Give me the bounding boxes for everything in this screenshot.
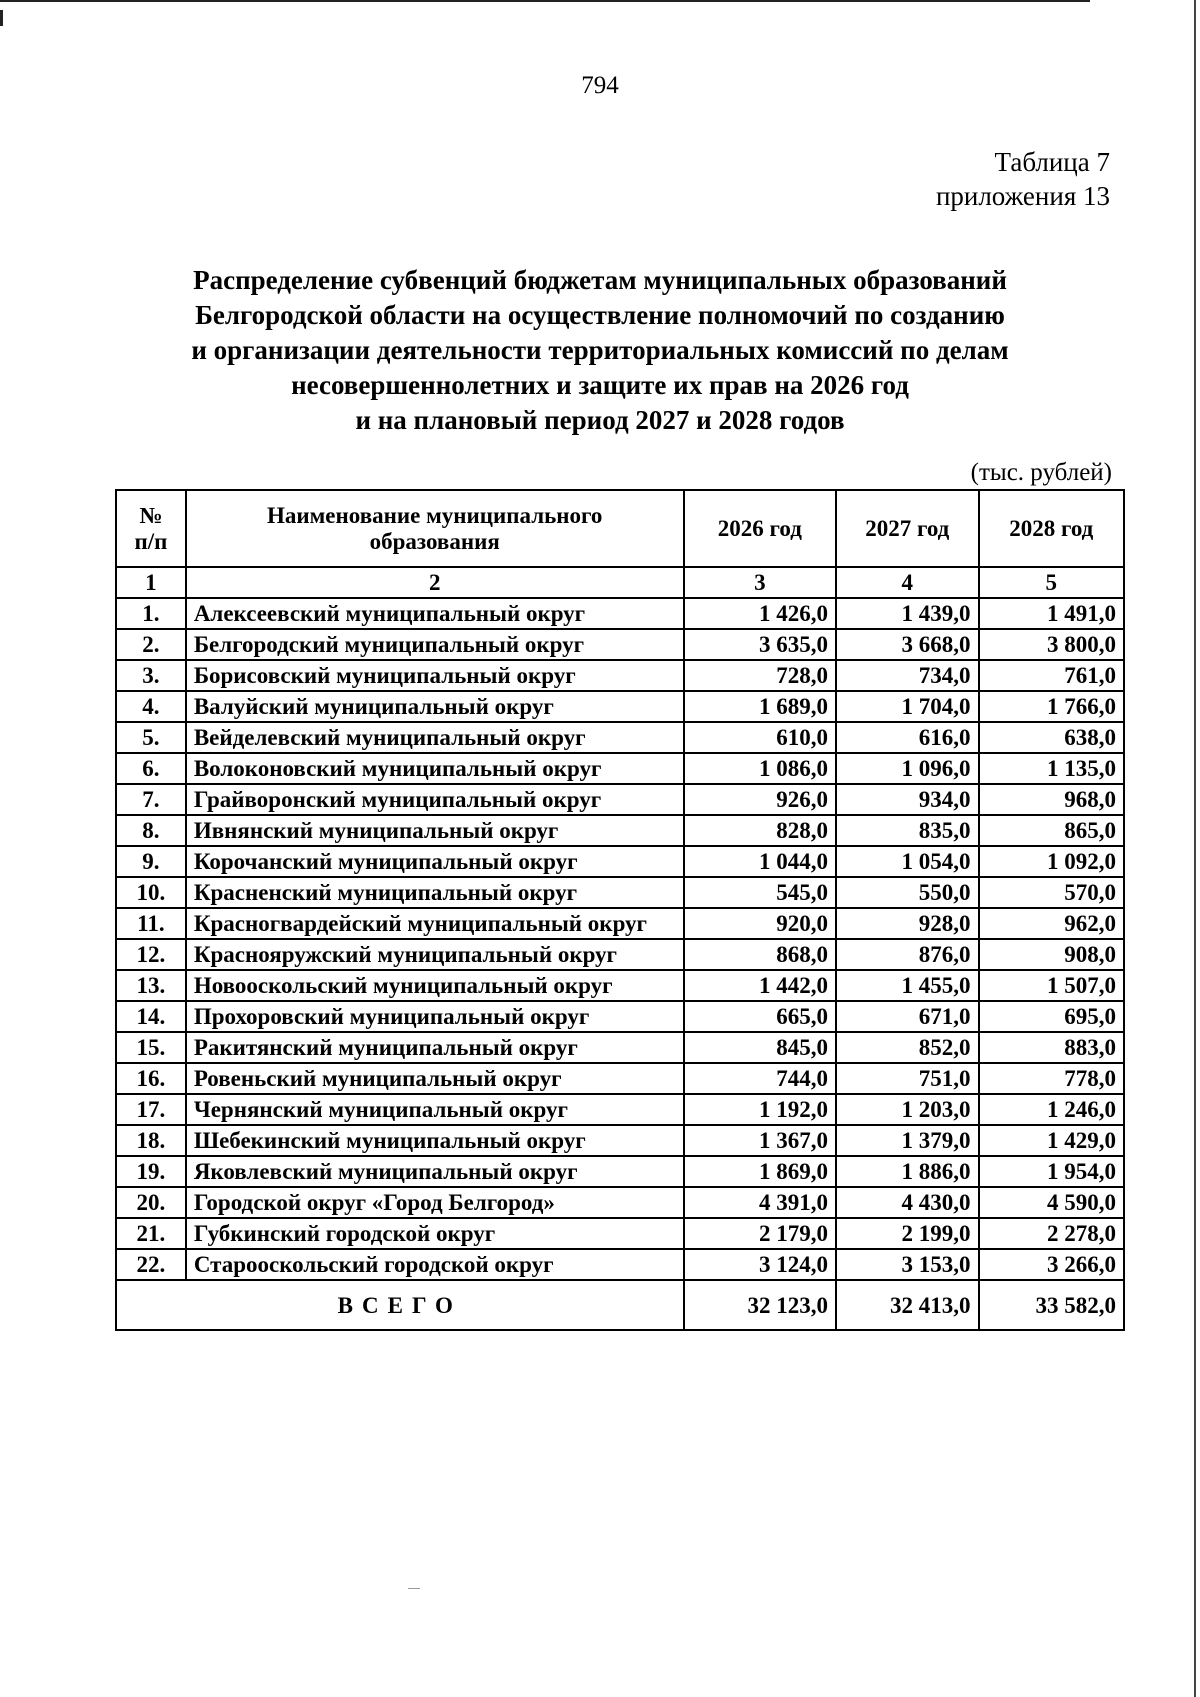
value-2028: 968,0	[979, 784, 1125, 815]
row-number: 17.	[116, 1094, 186, 1125]
column-number: 2	[186, 567, 684, 598]
value-2028: 2 278,0	[979, 1218, 1125, 1249]
value-2027: 1 455,0	[836, 970, 978, 1001]
value-2026: 868,0	[684, 939, 836, 970]
scan-border-top	[0, 0, 1090, 2]
municipality-name: Ивнянский муниципальный округ	[186, 815, 684, 846]
municipality-name: Борисовский муниципальный округ	[186, 660, 684, 691]
table-row	[116, 629, 1124, 660]
table-row	[116, 691, 1124, 722]
row-number: 9.	[116, 846, 186, 877]
value-2026: 610,0	[684, 722, 836, 753]
header-2027: 2027 год	[836, 490, 978, 567]
page-number: 794	[581, 72, 619, 99]
value-2026: 545,0	[684, 877, 836, 908]
value-2028: 1 507,0	[979, 970, 1125, 1001]
value-2026: 3 124,0	[684, 1249, 836, 1280]
table-header-row	[116, 490, 1124, 567]
row-number: 10.	[116, 877, 186, 908]
row-number: 21.	[116, 1218, 186, 1249]
row-number: 13.	[116, 970, 186, 1001]
value-2026: 828,0	[684, 815, 836, 846]
row-number: 19.	[116, 1156, 186, 1187]
value-2026: 920,0	[684, 908, 836, 939]
municipality-name: Краснояружский муниципальный округ	[186, 939, 684, 970]
table-row	[116, 598, 1124, 629]
municipality-name: Алексеевский муниципальный округ	[186, 598, 684, 629]
header-2028: 2028 год	[979, 490, 1125, 567]
value-2026: 1 689,0	[684, 691, 836, 722]
value-2028: 695,0	[979, 1001, 1125, 1032]
municipality-name: Новооскольский муниципальный округ	[186, 970, 684, 1001]
municipality-name: Ракитянский муниципальный округ	[186, 1032, 684, 1063]
row-number: 3.	[116, 660, 186, 691]
row-number: 6.	[116, 753, 186, 784]
value-2028: 1 092,0	[979, 846, 1125, 877]
value-2027: 852,0	[836, 1032, 978, 1063]
value-2028: 1 954,0	[979, 1156, 1125, 1187]
value-2028: 883,0	[979, 1032, 1125, 1063]
value-2027: 1 886,0	[836, 1156, 978, 1187]
value-2027: 751,0	[836, 1063, 978, 1094]
annex-table-number: Таблица 7	[994, 147, 1110, 177]
value-2028: 1 766,0	[979, 691, 1125, 722]
table-row	[116, 1063, 1124, 1094]
row-number: 14.	[116, 1001, 186, 1032]
row-number: 16.	[116, 1063, 186, 1094]
header-number: № п/п	[116, 490, 186, 567]
table-row	[116, 1218, 1124, 1249]
value-2027: 1 704,0	[836, 691, 978, 722]
header-name: Наименование муниципального образования	[186, 490, 684, 567]
value-2028: 4 590,0	[979, 1187, 1125, 1218]
value-2028: 908,0	[979, 939, 1125, 970]
scan-border-left	[0, 10, 3, 26]
value-2028: 570,0	[979, 877, 1125, 908]
title-line: Распределение субвенций бюджетам муниципальных образований	[193, 265, 1007, 295]
value-2028: 962,0	[979, 908, 1125, 939]
row-number: 5.	[116, 722, 186, 753]
total-value-2026: 32 123,0	[684, 1280, 836, 1330]
value-2027: 616,0	[836, 722, 978, 753]
value-2027: 550,0	[836, 877, 978, 908]
value-2026: 1 426,0	[684, 598, 836, 629]
municipality-name: Чернянский муниципальный округ	[186, 1094, 684, 1125]
table-row	[116, 1156, 1124, 1187]
row-number: 1.	[116, 598, 186, 629]
value-2026: 1 044,0	[684, 846, 836, 877]
row-number: 11.	[116, 908, 186, 939]
value-2027: 1 096,0	[836, 753, 978, 784]
value-2027: 835,0	[836, 815, 978, 846]
value-2026: 665,0	[684, 1001, 836, 1032]
total-value-2027: 32 413,0	[836, 1280, 978, 1330]
municipality-name: Вейделевский муниципальный округ	[186, 722, 684, 753]
table-row	[116, 1249, 1124, 1280]
row-number: 7.	[116, 784, 186, 815]
value-2028: 3 266,0	[979, 1249, 1125, 1280]
value-2026: 1 367,0	[684, 1125, 836, 1156]
value-2027: 2 199,0	[836, 1218, 978, 1249]
row-number: 15.	[116, 1032, 186, 1063]
value-2028: 1 429,0	[979, 1125, 1125, 1156]
value-2028: 638,0	[979, 722, 1125, 753]
scan-border-right	[1194, 0, 1196, 1697]
title-line: и на плановый период 2027 и 2028 годов	[355, 405, 845, 435]
value-2026: 728,0	[684, 660, 836, 691]
municipality-name: Прохоровский муниципальный округ	[186, 1001, 684, 1032]
annex-label	[936, 145, 1110, 213]
value-2027: 1 203,0	[836, 1094, 978, 1125]
scan-speck	[408, 1588, 420, 1589]
municipality-name: Корочанский муниципальный округ	[186, 846, 684, 877]
document-title	[150, 263, 1050, 438]
table-row	[116, 753, 1124, 784]
value-2028: 1 246,0	[979, 1094, 1125, 1125]
value-2026: 2 179,0	[684, 1218, 836, 1249]
municipality-name: Красненский муниципальный округ	[186, 877, 684, 908]
value-2027: 734,0	[836, 660, 978, 691]
title-line: и организации деятельности территориальных комиссий по делам	[191, 335, 1009, 365]
value-2026: 1 086,0	[684, 753, 836, 784]
value-2026: 3 635,0	[684, 629, 836, 660]
value-2026: 1 442,0	[684, 970, 836, 1001]
value-2027: 3 668,0	[836, 629, 978, 660]
row-number: 8.	[116, 815, 186, 846]
total-row	[116, 1280, 1124, 1330]
municipality-name: Грайворонский муниципальный округ	[186, 784, 684, 815]
municipality-name: Губкинский городской округ	[186, 1218, 684, 1249]
value-2028: 3 800,0	[979, 629, 1125, 660]
table-row	[116, 1001, 1124, 1032]
title-line: Белгородской области на осуществление полномочий по созданию	[195, 300, 1005, 330]
value-2027: 1 054,0	[836, 846, 978, 877]
row-number: 22.	[116, 1249, 186, 1280]
column-number-row	[116, 567, 1124, 598]
table-row	[116, 939, 1124, 970]
value-2028: 1 491,0	[979, 598, 1125, 629]
table-row	[116, 1094, 1124, 1125]
table-row	[116, 1125, 1124, 1156]
value-2028: 778,0	[979, 1063, 1125, 1094]
annex-appendix-number: приложения 13	[935, 181, 1110, 211]
value-2027: 928,0	[836, 908, 978, 939]
value-2026: 845,0	[684, 1032, 836, 1063]
table-row	[116, 784, 1124, 815]
table-row	[116, 908, 1124, 939]
table-row	[116, 1187, 1124, 1218]
table-row	[116, 877, 1124, 908]
column-number: 1	[116, 567, 186, 598]
municipality-name: Волоконовский муниципальный округ	[186, 753, 684, 784]
municipality-name: Красногвардейский муниципальный округ	[186, 908, 684, 939]
total-value-2028: 33 582,0	[979, 1280, 1125, 1330]
column-number: 3	[684, 567, 836, 598]
table-row	[116, 846, 1124, 877]
value-2028: 761,0	[979, 660, 1125, 691]
municipality-name: Белгородский муниципальный округ	[186, 629, 684, 660]
row-number: 12.	[116, 939, 186, 970]
value-2026: 1 869,0	[684, 1156, 836, 1187]
table-row	[116, 722, 1124, 753]
title-line: несовершеннолетних и защите их прав на 2026 год	[291, 370, 909, 400]
total-label: ВСЕГО	[116, 1280, 684, 1330]
column-number: 5	[979, 567, 1125, 598]
municipality-name: Городской округ «Город Белгород»	[186, 1187, 684, 1218]
header-2026: 2026 год	[684, 490, 836, 567]
value-2026: 926,0	[684, 784, 836, 815]
value-2027: 876,0	[836, 939, 978, 970]
subvention-table	[115, 489, 1125, 1331]
row-number: 2.	[116, 629, 186, 660]
units-label: (тыс. рублей)	[970, 459, 1112, 486]
row-number: 18.	[116, 1125, 186, 1156]
value-2027: 3 153,0	[836, 1249, 978, 1280]
municipality-name: Ровеньский муниципальный округ	[186, 1063, 684, 1094]
row-number: 20.	[116, 1187, 186, 1218]
municipality-name: Валуйский муниципальный округ	[186, 691, 684, 722]
municipality-name: Шебекинский муниципальный округ	[186, 1125, 684, 1156]
value-2026: 1 192,0	[684, 1094, 836, 1125]
municipality-name: Яковлевский муниципальный округ	[186, 1156, 684, 1187]
value-2027: 671,0	[836, 1001, 978, 1032]
value-2026: 4 391,0	[684, 1187, 836, 1218]
value-2028: 1 135,0	[979, 753, 1125, 784]
value-2027: 934,0	[836, 784, 978, 815]
value-2026: 744,0	[684, 1063, 836, 1094]
table-row	[116, 1032, 1124, 1063]
table-row	[116, 815, 1124, 846]
value-2027: 1 379,0	[836, 1125, 978, 1156]
value-2028: 865,0	[979, 815, 1125, 846]
value-2027: 4 430,0	[836, 1187, 978, 1218]
table-row	[116, 970, 1124, 1001]
row-number: 4.	[116, 691, 186, 722]
value-2027: 1 439,0	[836, 598, 978, 629]
table-row	[116, 660, 1124, 691]
column-number: 4	[836, 567, 978, 598]
municipality-name: Старооскольский городской округ	[186, 1249, 684, 1280]
